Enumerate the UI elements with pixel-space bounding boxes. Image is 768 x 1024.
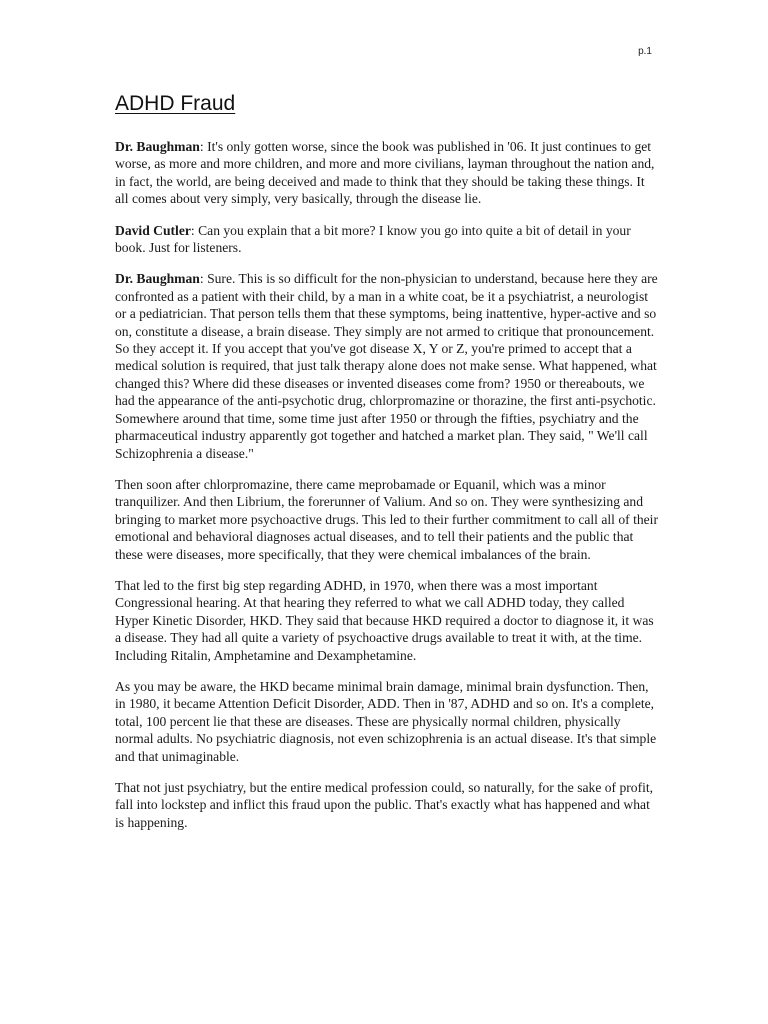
page-number: p.1 (638, 46, 652, 57)
speaker-name: Dr. Baughman (115, 271, 200, 287)
paragraph-text: That not just psychiatry, but the entire medical profession could, so naturally, for the sake of profit, fall into lockstep and inflict this fraud upon the public. That's exactly what has happened and what is happening. (115, 780, 654, 830)
paragraph-1 (115, 138, 660, 208)
paragraph-text: Can you explain that a bit more? I know you go into quite a bit of detail in your book. Just for listeners. (115, 222, 631, 256)
speaker-name: Dr. Baughman (115, 139, 200, 154)
paragraph-text: As you may be aware, the HKD became minimal brain damage, minimal brain dysfunction. Then, in 1980, it became Attention Deficit Disorder, ADD. Then in '87, ADHD and so on. It's a complete, total, 100 percent lie that these are diseases. These are physically normal children, physically normal adults. No psychiatric diagnosis, not even schizophrenia is an actual disease. It's that simple and that unimaginable. (115, 678, 657, 764)
paragraph-5 (115, 577, 660, 664)
document-title: ADHD Fraud (115, 92, 236, 115)
paragraph-2 (115, 222, 660, 257)
paragraph-text: It's only gotten worse, since the book was published in '06. It just continues to get worse, as more and more children, and more and more civilians, layman throughout the nation and, in fact, the world, are being deceived and made to think that they should be taking these things. It all comes about very simply, very basically, through the disease lie. (115, 139, 655, 207)
paragraph-7 (115, 779, 660, 831)
paragraph-text: Sure. This is so difficult for the non-physician to understand, because here they are confronted as a patient with their child, by a man in a white coat, be it a psychiatrist, a neurologist or a pediatrician. That person tells them that these symptoms, being inattentive, hyper-active and so on, constitute a disease, a brain disease. They simply are not armed to critique that pronouncement. So they accept it. If you accept that you've got disease X, Y or Z, you're primed to accept that a medical solution is required, that just talk therapy alone does not make sense. What happened, what changed this? Where did these diseases or invented diseases come from? 1950 or thereabouts, we had the appearance of the anti-psychotic drug, chlorpromazine or thorazine, the first anti-psychotic. Somewhere around that time, some time just after 1950 or through the fifties, psychiatry and the pharmaceutical industry apparently got together and hatched a market plan. They said, " We'll call Schizophrenia a disease." (115, 271, 658, 461)
speaker-separator: : (199, 139, 208, 154)
speaker-separator: : (199, 271, 208, 287)
paragraph-text: Then soon after chlorpromazine, there came meprobamade or Equanil, which was a minor tranquilizer. And then Librium, the forerunner of Valium. And so on. They were synthesizing and bringing to market more psychoactive drugs. This led to their further commitment to call all of their emotional and behavioral diagnoses actual diseases, and to tell their patients and the public that these were diseases, more specifically, that they were chemical imbalances of the brain. (115, 476, 658, 562)
document-body (115, 138, 660, 845)
paragraph-3 (115, 270, 660, 461)
paragraph-6 (115, 678, 660, 765)
speaker-separator: : (190, 222, 199, 238)
paragraph-4 (115, 476, 660, 563)
speaker-name: David Cutler (115, 222, 191, 238)
paragraph-text: That led to the first big step regarding ADHD, in 1970, when there was a most important Congressional hearing. At that hearing they referred to what we call ADHD today, they called Hyper Kinetic Disorder, HKD. They said that because HKD required a doctor to diagnose it, it was a disease. They had all quite a variety of psychoactive drugs available to treat it with, at the time. Including Ritalin, Amphetamine and Dexamphetamine. (115, 577, 654, 663)
